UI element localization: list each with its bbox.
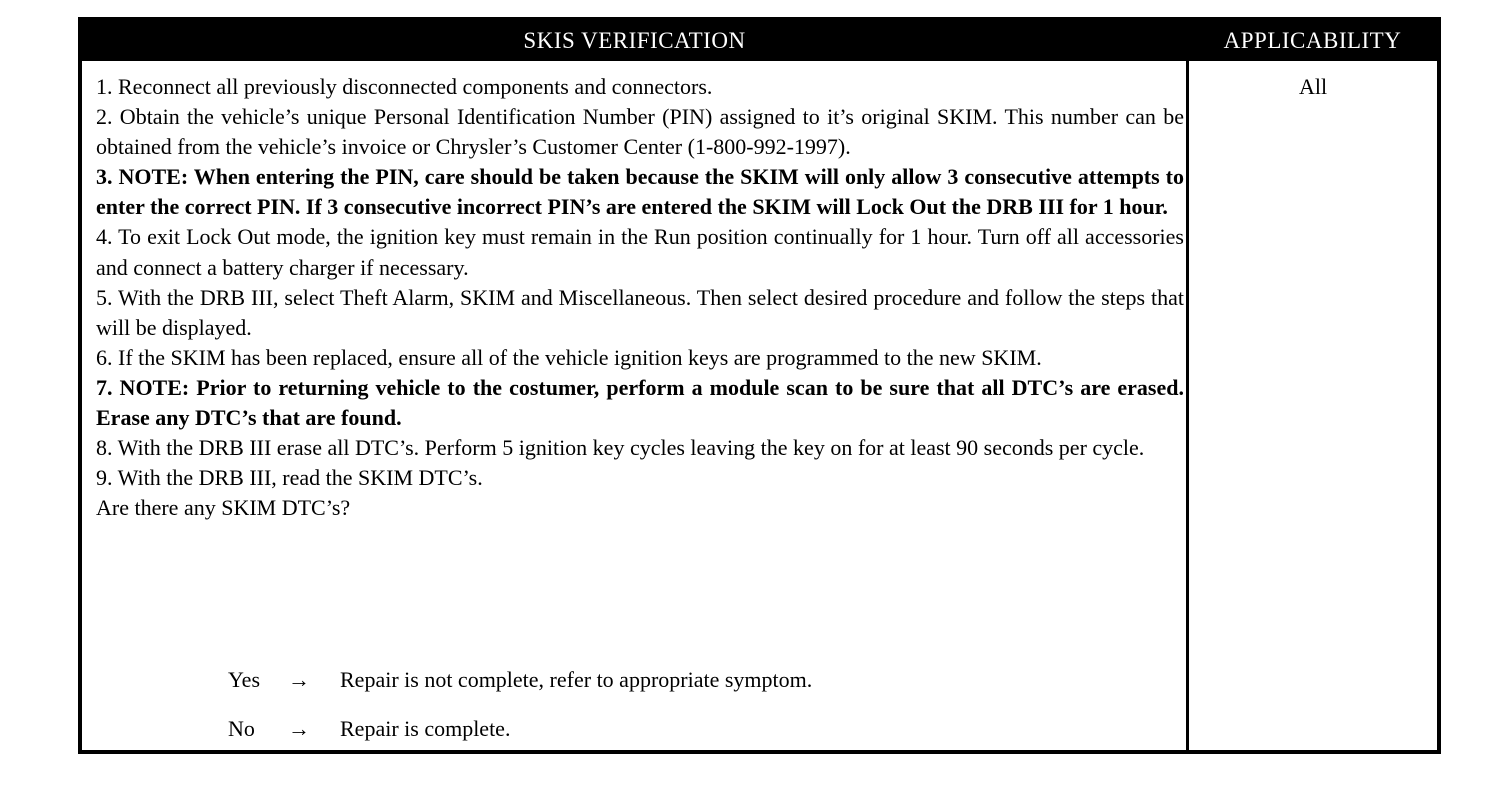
step-9: 9. With the DRB III, read the SKIM DTC’s. — [96, 465, 483, 491]
column-divider — [1186, 61, 1189, 750]
arrow-right-icon: → — [288, 667, 310, 692]
procedure-steps — [96, 72, 1184, 523]
arrow-right-icon: → — [288, 716, 310, 741]
question: Are there any SKIM DTC’s? — [96, 495, 351, 521]
step-4: 4. To exit Lock Out mode, the ignition key must remain in the Run position continually for 1 hour. Turn off all accessories and connect a battery charger if necessary. — [96, 224, 1184, 280]
applicability-header: APPLICABILITY — [1223, 28, 1402, 53]
step-8: 8. With the DRB III erase all DTC’s. Perform 5 ignition key cycles leaving the key on for at least 90 seconds per cycle. — [96, 435, 1145, 461]
applicability-value: All — [1298, 74, 1328, 99]
table-header — [82, 21, 1437, 61]
answer-yes-text: Repair is not complete, refer to appropriate symptom. — [340, 667, 813, 692]
step-7-note: 7. NOTE: Prior to returning vehicle to the costumer, perform a module scan to be sure that all DTC’s are erased. Erase any DTC’s that are found. — [96, 374, 1184, 431]
step-1: 1. Reconnect all previously disconnected components and connectors. — [96, 74, 713, 99]
verification-table — [78, 17, 1441, 754]
answer-yes-label: Yes — [228, 667, 261, 692]
step-5: 5. With the DRB III, select Theft Alarm, SKIM and Miscellaneous. Then select desired procedure and follow the steps that will be displayed. — [96, 284, 1184, 340]
answer-no-label: No — [228, 716, 255, 741]
step-2: 2. Obtain the vehicle’s unique Personal Identification Number (PIN) assigned to it’s original SKIM. This number can be obtained from the vehicle’s invoice or Chrysler’s Customer Center (1-800-992-1997). — [96, 104, 1184, 160]
answer-yes — [228, 665, 812, 695]
table-title: SKIS VERIFICATION — [523, 28, 746, 53]
answer-no-text: Repair is complete. — [340, 716, 511, 741]
step-6: 6. If the SKIM has been replaced, ensure all of the vehicle ignition keys are programmed to the new SKIM. — [96, 344, 1042, 370]
step-3-note: 3. NOTE: When entering the PIN, care should be taken because the SKIM will only allow 3 consecutive attempts to enter the correct PIN. If 3 consecutive incorrect PIN’s are entered the SKIM will Lock Out the DRB III for 1 hour. — [96, 164, 1184, 220]
answer-no — [228, 714, 510, 744]
